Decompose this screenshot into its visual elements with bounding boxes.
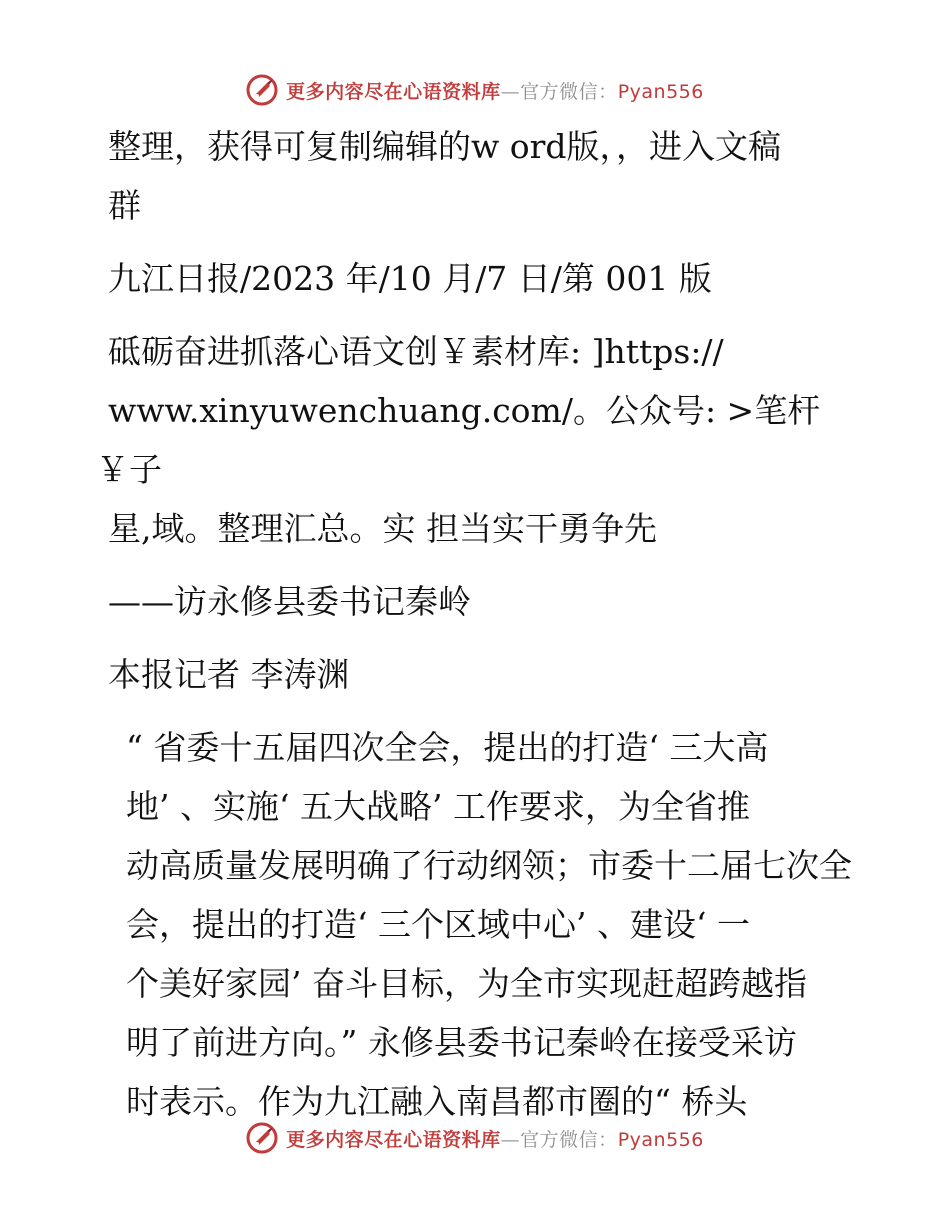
seal-logo-icon (246, 1122, 278, 1154)
text-line: www.xinyuwenchuang.com/。公众号: >笔杆￥子 (96, 391, 821, 489)
paragraph-intro (96, 117, 856, 235)
paragraph-subtitle: ——访永修县委书记秦岭 (108, 582, 471, 621)
text-line: 动高质量发展明确了行动纲领；市委十二届七次全 (126, 846, 852, 885)
paragraph-dateline: 九江日报/2023 年/10 月/7 日/第 001 版 (108, 259, 712, 298)
text-line: 会，提出的打造‘ 三个区域中心’ 、建设‘ 一 (126, 905, 750, 944)
paragraph-body (96, 718, 856, 1131)
watermark-text: 更多内容尽在心语资料库—官方微信：Pyan556 (286, 80, 704, 103)
watermark-text: 更多内容尽在心语资料库—官方微信：Pyan556 (286, 1128, 704, 1151)
text-line: “ 省委十五届四次全会，提出的打造‘ 三大高 (126, 728, 769, 767)
watermark-banner-top (0, 70, 950, 110)
document-body (96, 117, 856, 1145)
text-line: 个美好家园’ 奋斗目标，为全市实现赶超跨越指 (126, 964, 807, 1003)
seal-logo-icon (246, 74, 278, 106)
text-line: 整理，获得可复制编辑的w ord版，，进入文稿 (108, 127, 782, 166)
text-line: 星,域。整理汇总。实 担当实干勇争先 (108, 509, 657, 548)
paragraph-headline (96, 322, 856, 558)
text-line: 群 (108, 186, 141, 225)
paragraph-byline: 本报记者 李涛渊 (108, 655, 350, 694)
text-line: 地’ 、实施‘ 五大战略’ 工作要求，为全省推 (126, 787, 750, 826)
text-line: 砥砺奋进抓落心语文创￥素材库: ]https:// (108, 332, 724, 371)
watermark-banner-bottom (0, 1118, 950, 1158)
text-line: 时表示。作为九江融入南昌都市圈的“ 桥头 (126, 1082, 748, 1121)
text-line: 明了前进方向。” 永修县委书记秦岭在接受采访 (126, 1023, 797, 1062)
